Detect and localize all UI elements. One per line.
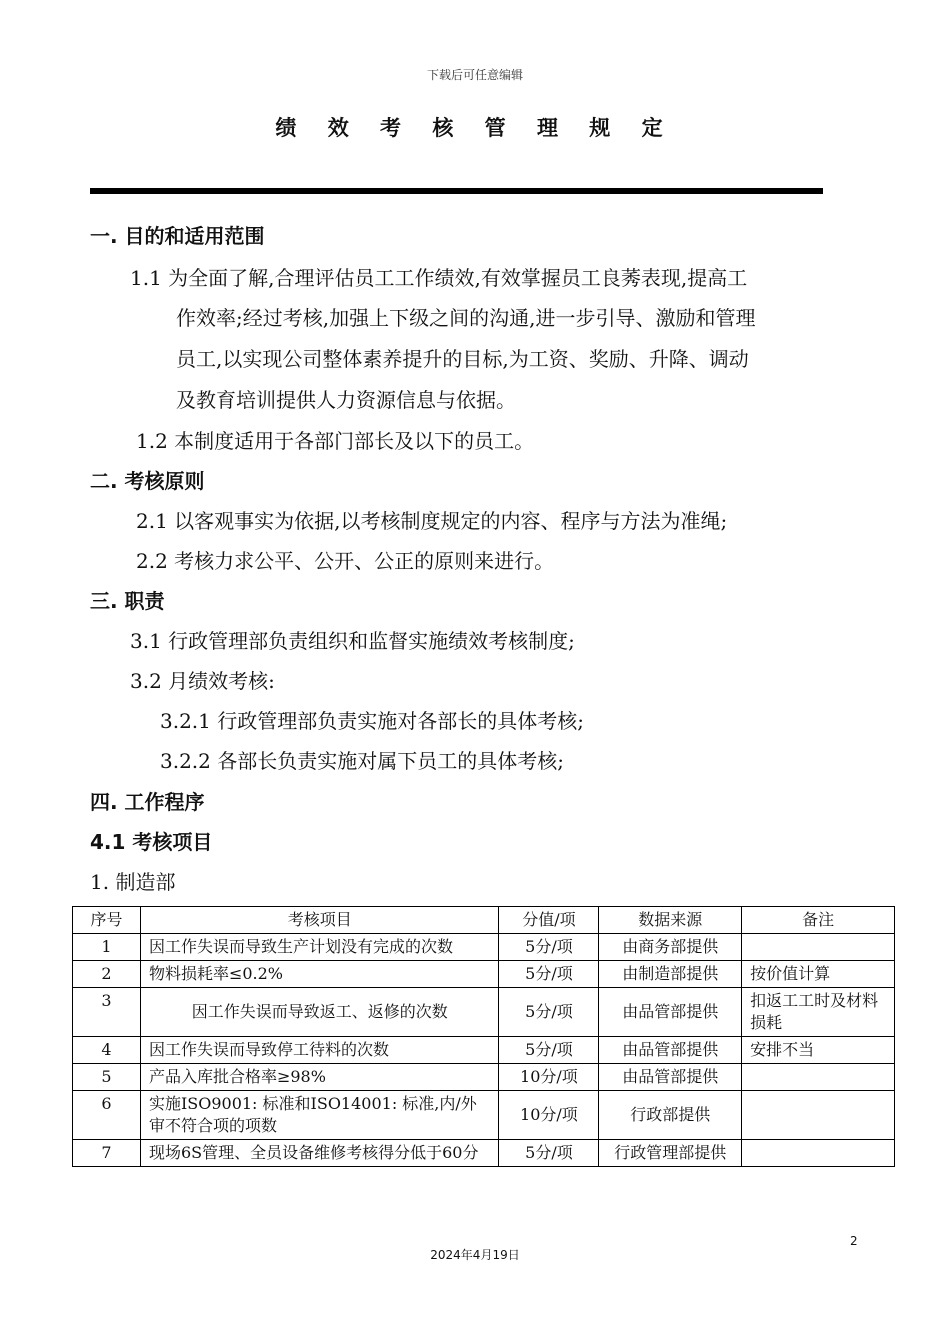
cell-source: 行政管理部提供 <box>599 1140 742 1167</box>
header-source: 数据来源 <box>599 907 742 934</box>
table-row <box>73 1064 895 1091</box>
cell-index: 5 <box>73 1064 141 1091</box>
cell-index: 4 <box>73 1037 141 1064</box>
cell-item: 产品入库批合格率≥98% <box>140 1064 499 1091</box>
header-note: 下载后可任意编辑 <box>426 68 523 82</box>
table-header-row <box>73 907 895 934</box>
section-3-2: 3.2 月绩效考核: <box>130 669 275 693</box>
cell-remark <box>742 1140 895 1167</box>
cell-score: 10分/项 <box>499 1064 599 1091</box>
section-2-1: 2.1 以客观事实为依据,以考核制度规定的内容、程序与方法为准绳; <box>136 509 728 533</box>
cell-remark <box>742 1091 895 1140</box>
cell-source: 由商务部提供 <box>599 934 742 961</box>
cell-source: 由品管部提供 <box>599 988 742 1037</box>
header-item: 考核项目 <box>140 907 499 934</box>
cell-source: 行政部提供 <box>599 1091 742 1140</box>
table-row <box>73 1140 895 1167</box>
cell-item: 现场6S管理、全员设备维修考核得分低于60分 <box>140 1140 499 1167</box>
header-score: 分值/项 <box>499 907 599 934</box>
cell-score: 5分/项 <box>499 1037 599 1064</box>
cell-index: 1 <box>73 934 141 961</box>
cell-item: 实施ISO9001: 标准和ISO14001: 标准,内/外审不符合项的项数 <box>140 1091 499 1140</box>
section-4-1-heading: 4.1 考核项目 <box>90 830 213 854</box>
cell-remark <box>742 934 895 961</box>
cell-item: 物料损耗率≤0.2% <box>140 961 499 988</box>
table-row <box>73 1091 895 1140</box>
page-number: 2 <box>850 1234 858 1248</box>
cell-index: 2 <box>73 961 141 988</box>
assessment-table <box>72 906 895 1167</box>
cell-source: 由制造部提供 <box>599 961 742 988</box>
cell-remark: 按价值计算 <box>742 961 895 988</box>
document-title: 绩 效 考 核 管 理 规 定 <box>275 116 675 140</box>
cell-remark: 安排不当 <box>742 1037 895 1064</box>
cell-index: 7 <box>73 1140 141 1167</box>
table-row <box>73 1037 895 1064</box>
cell-score: 10分/项 <box>499 1091 599 1140</box>
section-1-1-line-4: 及教育培训提供人力资源信息与依据。 <box>176 388 516 412</box>
table-row <box>73 934 895 961</box>
cell-item: 因工作失误而导致生产计划没有完成的次数 <box>140 934 499 961</box>
section-3-1: 3.1 行政管理部负责组织和监督实施绩效考核制度; <box>130 629 575 653</box>
cell-index: 3 <box>73 988 141 1037</box>
cell-remark <box>742 1064 895 1091</box>
section-1-heading: 一. 目的和适用范围 <box>90 224 265 248</box>
cell-item: 因工作失误而导致返工、返修的次数 <box>140 988 499 1037</box>
section-3-2-1: 3.2.1 行政管理部负责实施对各部长的具体考核; <box>160 709 584 733</box>
table-row <box>73 961 895 988</box>
section-3-heading: 三. 职责 <box>90 589 165 613</box>
cell-score: 5分/项 <box>499 1140 599 1167</box>
title-divider <box>90 188 823 194</box>
cell-source: 由品管部提供 <box>599 1064 742 1091</box>
cell-item: 因工作失误而导致停工待料的次数 <box>140 1037 499 1064</box>
cell-index: 6 <box>73 1091 141 1140</box>
section-2-2: 2.2 考核力求公平、公开、公正的原则来进行。 <box>136 549 555 573</box>
section-1-1-line-3: 员工,以实现公司整体素养提升的目标,为工资、奖励、升降、调动 <box>176 347 749 371</box>
header-remark: 备注 <box>742 907 895 934</box>
section-2-heading: 二. 考核原则 <box>90 469 205 493</box>
department-label: 1. 制造部 <box>90 870 176 894</box>
cell-remark: 扣返工工时及材料损耗 <box>742 988 895 1037</box>
cell-source: 由品管部提供 <box>599 1037 742 1064</box>
section-4-heading: 四. 工作程序 <box>90 790 205 814</box>
section-1-1-line-1: 1.1 为全面了解,合理评估员工工作绩效,有效掌握员工良莠表现,提高工 <box>130 266 748 290</box>
cell-score: 5分/项 <box>499 961 599 988</box>
footer-date: 2024年4月19日 <box>430 1248 520 1262</box>
table-row <box>73 988 895 1037</box>
section-3-2-2: 3.2.2 各部长负责实施对属下员工的具体考核; <box>160 749 564 773</box>
section-1-1-line-2: 作效率;经过考核,加强上下级之间的沟通,进一步引导、激励和管理 <box>176 306 756 330</box>
cell-score: 5分/项 <box>499 934 599 961</box>
section-1-2: 1.2 本制度适用于各部门部长及以下的员工。 <box>136 429 535 453</box>
header-index: 序号 <box>73 907 141 934</box>
cell-score: 5分/项 <box>499 988 599 1037</box>
